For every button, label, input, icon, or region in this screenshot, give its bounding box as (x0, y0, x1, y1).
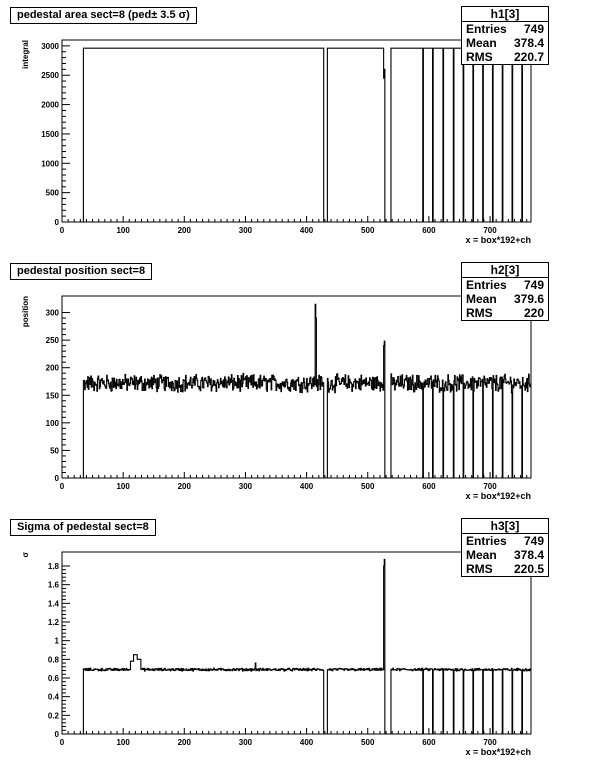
stats-label-mean: Mean (466, 36, 497, 50)
y-tick-label: 0.6 (47, 674, 59, 683)
y-tick-label: 2500 (41, 71, 59, 81)
x-tick-label: 500 (361, 738, 375, 747)
y-tick-label: 300 (45, 308, 59, 318)
stats-label-mean: Mean (466, 292, 497, 306)
stats-box (461, 6, 549, 65)
y-tick-label: 3000 (41, 41, 59, 51)
x-tick-label: 0 (59, 738, 65, 747)
stats-value-rms: 220 (523, 306, 544, 320)
plot-title: pedestal position sect=8 (10, 263, 152, 280)
y-tick-label: 200 (45, 363, 59, 373)
stats-label-entries: Entries (466, 278, 507, 292)
y-tick-label: 2000 (41, 100, 59, 110)
histogram-line (62, 48, 531, 222)
x-tick-label: 400 (299, 482, 314, 491)
y-axis-label: integral (21, 40, 30, 69)
y-tick-label: 0 (54, 474, 59, 483)
x-tick-label: 200 (177, 482, 191, 491)
stats-label-rms: RMS (466, 306, 493, 320)
stats-row-rms (462, 306, 548, 320)
histogram-line (62, 559, 531, 734)
stats-label-rms: RMS (466, 50, 493, 64)
x-tick-label: 600 (422, 226, 436, 235)
x-axis-label: x = box*192+ch (465, 747, 531, 757)
x-axis-label: x = box*192+ch (465, 235, 531, 245)
y-tick-label: 100 (45, 418, 59, 428)
y-tick-label: 1000 (41, 159, 59, 169)
x-tick-label: 300 (238, 482, 253, 491)
x-tick-label: 0 (59, 482, 65, 491)
stats-name: h1[3] (462, 7, 548, 22)
stats-value-entries: 749 (523, 278, 544, 292)
y-tick-label: 250 (45, 336, 59, 346)
plot-frame (62, 552, 531, 734)
stats-value-mean: 378.4 (513, 548, 544, 562)
x-tick-label: 700 (483, 226, 497, 235)
stats-row-rms (462, 562, 548, 576)
histogram-line (62, 304, 531, 478)
stats-value-entries: 749 (523, 534, 544, 548)
x-tick-label: 400 (299, 738, 314, 747)
x-axis-label: x = box*192+ch (465, 491, 531, 501)
y-tick-label: 1 (54, 636, 59, 646)
stats-row-entries (462, 534, 548, 548)
plot-title: pedestal area sect=8 (ped± 3.5 σ) (10, 7, 197, 24)
stats-row-entries (462, 278, 548, 292)
x-tick-label: 500 (361, 226, 375, 235)
stats-label-rms: RMS (466, 562, 493, 576)
stats-value-rms: 220.7 (513, 50, 544, 64)
stats-row-mean (462, 36, 548, 50)
x-tick-label: 300 (238, 226, 253, 235)
x-tick-label: 600 (422, 738, 436, 747)
x-tick-label: 100 (116, 482, 130, 491)
plot-title: Sigma of pedestal sect=8 (10, 519, 156, 536)
x-tick-label: 100 (116, 738, 130, 747)
x-tick-label: 200 (177, 226, 191, 235)
x-tick-label: 300 (238, 738, 253, 747)
y-tick-label: 0.2 (47, 711, 59, 721)
stats-box (461, 518, 549, 577)
plot-frame (62, 40, 531, 222)
stats-label-entries: Entries (466, 534, 507, 548)
x-tick-label: 700 (483, 738, 497, 747)
y-tick-label: 1.2 (47, 618, 59, 627)
stats-value-entries: 749 (523, 22, 544, 36)
y-tick-label: 150 (45, 391, 59, 401)
stats-value-rms: 220.5 (513, 562, 544, 576)
y-tick-label: 1.8 (47, 562, 59, 571)
stats-label-mean: Mean (466, 548, 497, 562)
y-axis-label: position (21, 296, 30, 328)
stats-value-mean: 378.4 (513, 36, 544, 50)
x-tick-label: 700 (483, 482, 497, 491)
y-axis-label: σ (21, 552, 30, 558)
x-tick-label: 100 (116, 226, 130, 235)
stats-row-mean (462, 548, 548, 562)
x-tick-label: 400 (299, 226, 314, 235)
y-tick-label: 50 (50, 446, 59, 456)
stats-name: h2[3] (462, 263, 548, 278)
y-tick-label: 1.6 (47, 580, 59, 590)
x-tick-label: 600 (422, 482, 436, 491)
histogram-panel-3 (0, 512, 596, 768)
stats-name: h3[3] (462, 519, 548, 534)
stats-row-entries (462, 22, 548, 36)
x-tick-label: 200 (177, 738, 191, 747)
y-tick-label: 0 (54, 218, 59, 227)
y-tick-label: 0.4 (47, 692, 59, 702)
stats-row-mean (462, 292, 548, 306)
y-tick-label: 1500 (41, 129, 59, 139)
x-tick-label: 500 (361, 482, 375, 491)
y-tick-label: 0 (54, 730, 59, 739)
histogram-panel-2 (0, 256, 596, 512)
histogram-panel-1 (0, 0, 596, 256)
stats-box (461, 262, 549, 321)
stats-label-entries: Entries (466, 22, 507, 36)
x-tick-label: 0 (59, 226, 65, 235)
stats-row-rms (462, 50, 548, 64)
y-tick-label: 1.4 (47, 599, 59, 609)
y-tick-label: 500 (45, 188, 59, 198)
y-tick-label: 0.8 (47, 655, 59, 665)
stats-value-mean: 379.6 (513, 292, 544, 306)
